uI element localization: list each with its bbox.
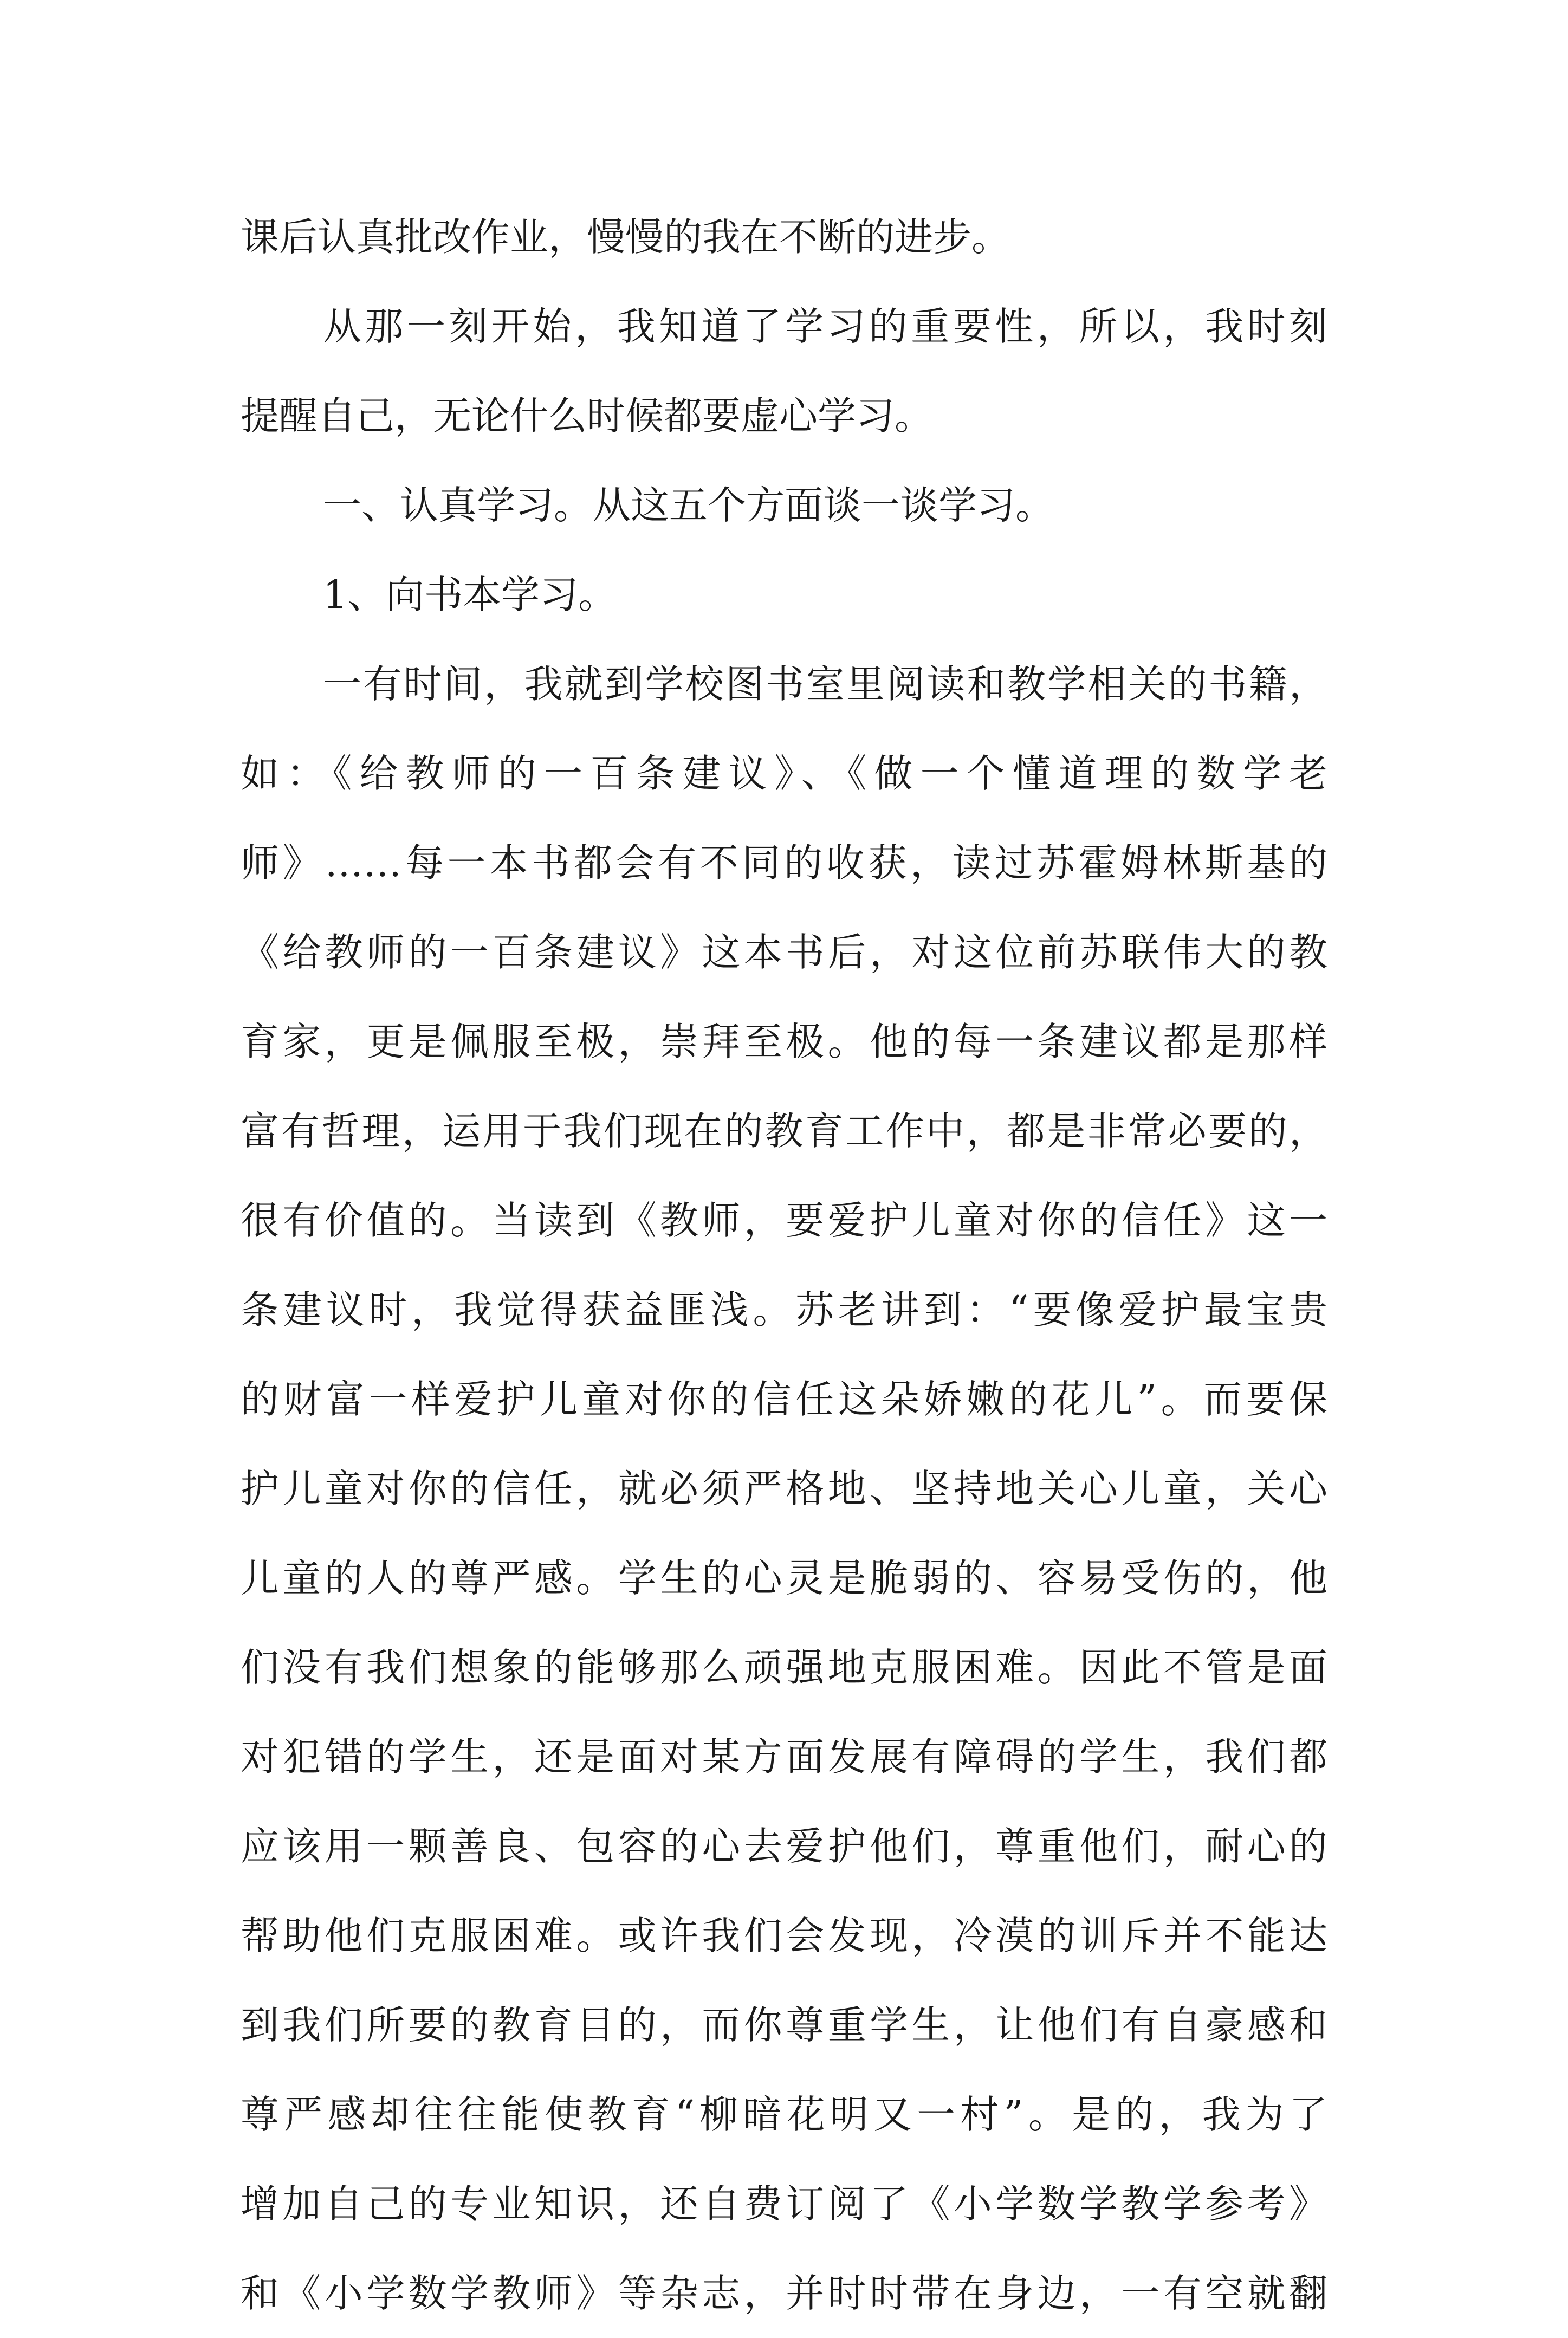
text-line: 尊严感却往往能使教育“柳暗花明又一村”。是的，我为了 xyxy=(241,2092,1327,2137)
text-line: 一有时间，我就到学校图书室里阅读和教学相关的书籍， xyxy=(323,662,1327,707)
text-line: 条建议时，我觉得获益匪浅。苏老讲到：“要像爱护最宝贵 xyxy=(241,1287,1327,1332)
text-line: 增加自己的专业知识，还自费订阅了《小学数学教学参考》 xyxy=(241,2181,1327,2226)
text-line: 很有价值的。当读到《教师，要爱护儿童对你的信任》这一 xyxy=(241,1198,1327,1243)
text-line: 帮助他们克服困难。或许我们会发现，冷漠的训斥并不能达 xyxy=(241,1913,1327,1958)
text-line: 富有哲理，运用于我们现在的教育工作中，都是非常必要的， xyxy=(241,1109,1327,1154)
text-line: 育家，更是佩服至极，崇拜至极。他的每一条建议都是那样 xyxy=(241,1019,1327,1064)
text-line: 《给教师的一百条建议》这本书后，对这位前苏联伟大的教 xyxy=(241,930,1327,975)
body-text xyxy=(241,192,1327,2338)
text-line: 应该用一颗善良、包容的心去爱护他们，尊重他们，耐心的 xyxy=(241,1824,1327,1869)
text-line: 儿童的人的尊严感。学生的心灵是脆弱的、容易受伤的，他 xyxy=(241,1556,1327,1601)
text-line: 的财富一样爱护儿童对你的信任这朵娇嫩的花儿”。而要保 xyxy=(241,1377,1327,1422)
text-line: 1、向书本学习。 xyxy=(323,572,617,617)
text-line: 如：《给教师的一百条建议》、《做一个懂道理的数学老 xyxy=(241,751,1327,796)
text-line: 师》……每一本书都会有不同的收获，读过苏霍姆林斯基的 xyxy=(241,840,1327,885)
text-line: 到我们所要的教育目的，而你尊重学生，让他们有自豪感和 xyxy=(241,2003,1327,2048)
text-line: 从那一刻开始，我知道了学习的重要性，所以，我时刻 xyxy=(323,304,1327,349)
text-line: 课后认真批改作业，慢慢的我在不断的进步。 xyxy=(241,215,1010,260)
text-line: 和《小学数学教师》等杂志，并时时带在身边，一有空就翻 xyxy=(241,2271,1327,2316)
text-line: 对犯错的学生，还是面对某方面发展有障碍的学生，我们都 xyxy=(241,1734,1327,1779)
text-line: 提醒自己，无论什么时候都要虚心学习。 xyxy=(241,393,934,438)
text-line: 一、认真学习。从这五个方面谈一谈学习。 xyxy=(323,483,1054,528)
text-line: 护儿童对你的信任，就必须严格地、坚持地关心儿童，关心 xyxy=(241,1466,1327,1511)
text-line: 们没有我们想象的能够那么顽强地克服困难。因此不管是面 xyxy=(241,1645,1327,1690)
